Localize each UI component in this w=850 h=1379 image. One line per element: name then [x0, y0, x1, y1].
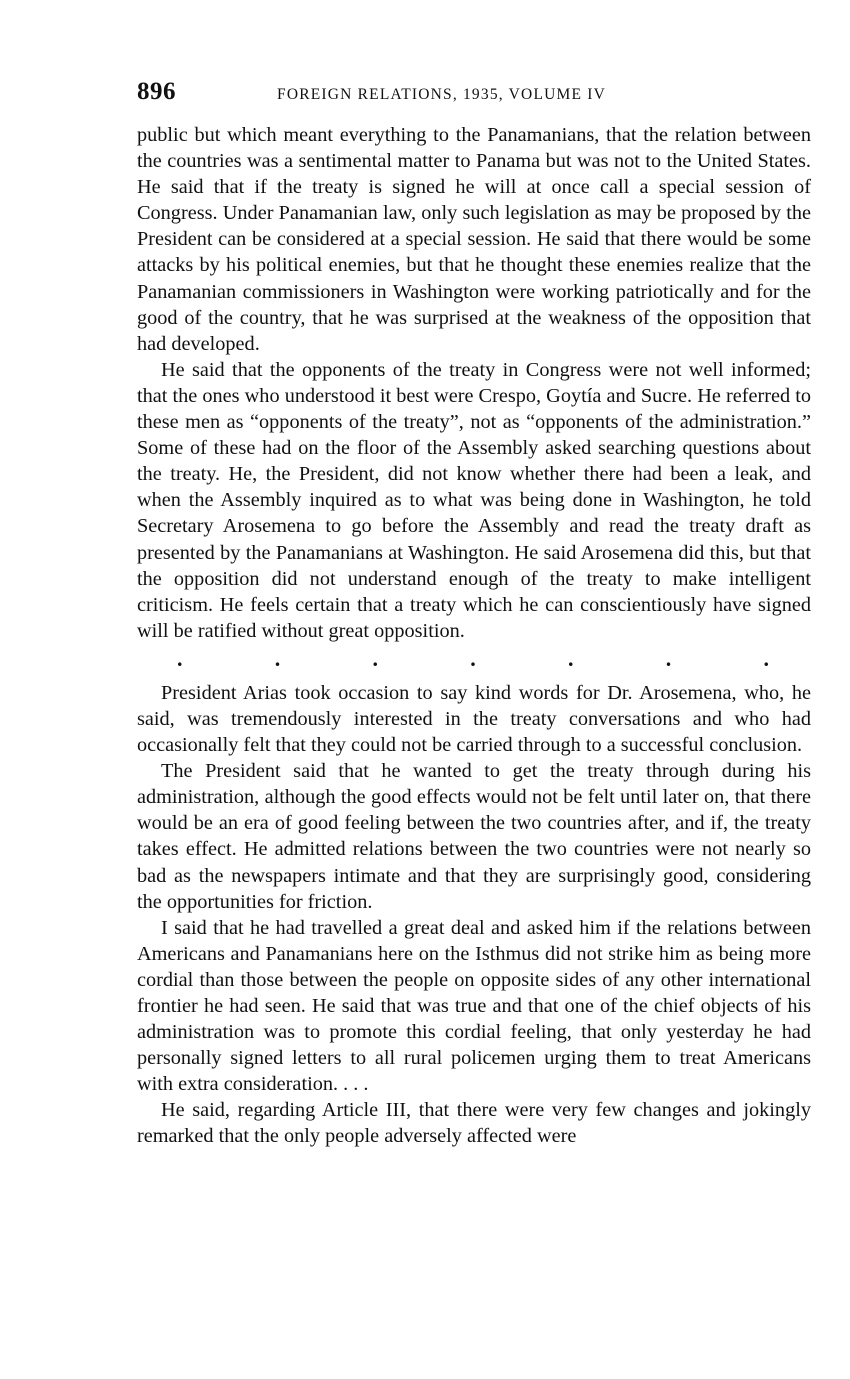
body-text: [137, 122, 811, 1150]
ellipsis-dot: .: [372, 645, 378, 671]
paragraph: President Arias took occasion to say kind words for Dr. Arosemena, who, he said, was tremendously interested in the treaty conversations and who had occasionally felt that they could not be carried through to a successful conclusion.: [137, 681, 811, 757]
ellipsis-dot: .: [177, 645, 183, 671]
ellipsis-dot: .: [568, 645, 574, 671]
paragraph: He said, regarding Article III, that there were very few changes and jokingly remarked that the only people adversely affected were: [137, 1099, 811, 1148]
paragraph: He said that the opponents of the treaty in Congress were not well informed; that the ones who understood it best were Crespo, Goytía and Sucre. He referred to these men as “opponents of the treaty”, not as “opponents of the administration.” Some of these had on the floor of the Assembly asked searching questions about the treaty. He, the President, did not know whether there had been a leak, and when the Assembly inquired as to what was being done in Washington, he told Secretary Arosemena to go before the Assembly and read the treaty draft as presented by the Panamanians at Washington. He said Arosemena did this, but that the opposition did not understand enough of the treaty to make intelligent criticism. He feels certain that a treaty which he can conscientiously have signed will be ratified without great opposition.: [137, 358, 811, 642]
paragraph-continued: public but which meant everything to the Panamanians, that the relation between the countries was a sentimental matter to Panama but was not to the United States. He said that if the treaty is signed he will at once call a special session of Congress. Under Panamanian law, only such legislation as may be proposed by the President can be considered at a special session. He said that there would be some attacks by his political enemies, but that he thought these enemies realize that the Panamanian commissioners in Washington were working patriotically and for the good of the country, that he was surprised at the weakness of the opposition that had developed.: [137, 124, 811, 355]
ellipsis-dot: .: [274, 645, 281, 671]
page-number: 896: [137, 78, 176, 105]
ellipsis-dot: .: [470, 645, 476, 671]
page-header: [137, 78, 811, 114]
paragraph: The President said that he wanted to get the treaty through during his administration, although the good effects would not be felt until later on, that there would be an era of good feeling between the two countries after, and if, the treaty takes effect. He admitted relations between the two countries were not nearly so bad as the newspapers intimate and that they are surprisingly good, considering the opportunities for friction.: [137, 760, 811, 913]
ellipsis-dot: .: [763, 645, 769, 671]
running-head: FOREIGN RELATIONS, 1935, VOLUME IV: [277, 86, 606, 103]
ellipsis-dot: .: [665, 645, 672, 671]
document-page: [137, 78, 811, 1150]
omission-ellipsis: [137, 644, 811, 670]
paragraph: I said that he had travelled a great deal and asked him if the relations between Americans and Panamanians here on the Isthmus did not strike him as being more cordial than those between the people on opposite sides of any other international frontier he had seen. He said that was true and that one of the chief objects of his administration was to promote this cordial feeling, that only yesterday he had personally signed letters to all rural policemen urging them to treat Americans with extra consideration. . . .: [137, 916, 811, 1096]
